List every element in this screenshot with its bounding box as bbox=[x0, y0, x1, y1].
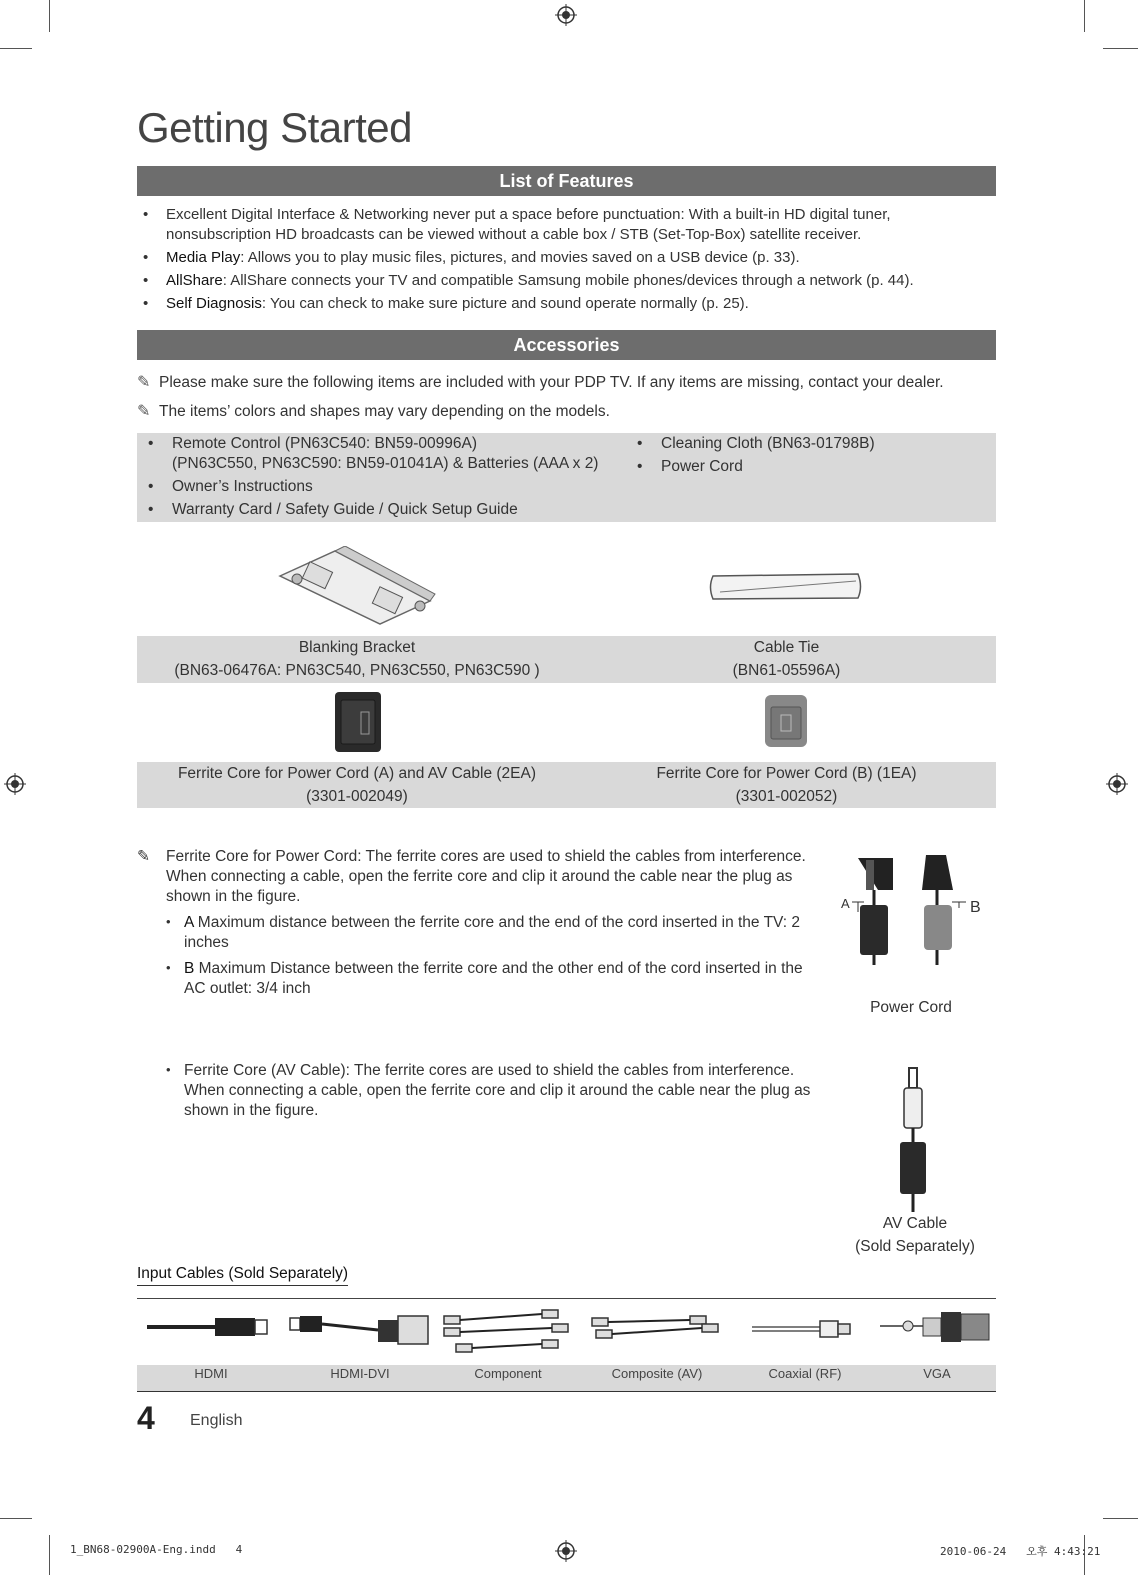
label-b: B bbox=[970, 899, 981, 916]
cable-tie-caption: Cable Tie (BN61-05596A) bbox=[732, 639, 841, 679]
page-number: 4 bbox=[137, 1400, 155, 1436]
cable-label-coaxial: Coaxial (RF) bbox=[768, 1366, 842, 1381]
crop-mark bbox=[0, 48, 32, 49]
list-item: • Warranty Card / Safety Guide / Quick Setup Guide bbox=[137, 500, 617, 520]
cable-label-vga: VGA bbox=[923, 1366, 951, 1381]
list-item: • Remote Control (PN63C540: BN59-00996A) (PN63C550, PN63C590: BN59-01041A) & Batteries (AAA x 2) bbox=[137, 434, 617, 474]
av-cable-caption: AV Cable (Sold Separately) bbox=[855, 1215, 975, 1255]
crop-mark bbox=[1103, 1518, 1138, 1519]
divider bbox=[137, 1298, 996, 1299]
ferrite-core-b-image bbox=[763, 693, 809, 749]
power-cord-caption: Power Cord bbox=[870, 999, 952, 1016]
accessories-right-list bbox=[626, 434, 986, 480]
list-item: • B Maximum Distance between the ferrite core and the other end of the cord inserted in the AC outlet: 3/4 inch bbox=[166, 959, 817, 999]
crop-mark bbox=[1084, 0, 1085, 32]
note: ✎ The items’ colors and shapes may vary depending on the models. bbox=[137, 403, 610, 420]
print-slug-file: 1_BN68-02900A-Eng.indd 4 bbox=[70, 1543, 243, 1556]
crop-mark bbox=[0, 1518, 32, 1519]
list-item: • Ferrite Core (AV Cable): The ferrite cores are used to shield the cables from interference. When connecting a cable, open the ferrite core and clip it around the cable near the plug as shown in the figure. bbox=[166, 1061, 818, 1121]
component-cable-image bbox=[442, 1306, 577, 1361]
power-cord-image bbox=[838, 850, 988, 970]
registration-mark-icon bbox=[555, 4, 577, 26]
ferrite-note: ✎ Ferrite Core for Power Cord: The ferrite cores are used to shield the cables from interference. When connecting a cable, open the ferrite core and clip it around the cable near the plug as shown in the figure. • A Maximum distance between the ferrite core and the end of the cord inserted in the TV: 2 inches • B Maximum Distance between the ferrite core and the other end of the cord inserted in the AC outlet: 3/4 inch bbox=[137, 847, 817, 999]
hdmi-dvi-cable-image bbox=[288, 1310, 433, 1346]
cable-label-composite: Composite (AV) bbox=[611, 1366, 703, 1381]
accessories-left-list bbox=[137, 434, 617, 523]
ferrite-core-a-caption: Ferrite Core for Power Cord (A) and AV Cable (2EA) (3301-002049) bbox=[177, 765, 537, 805]
vga-cable-image bbox=[878, 1308, 993, 1348]
list-item: • Owner’s Instructions bbox=[137, 477, 617, 497]
registration-mark-icon bbox=[555, 1540, 577, 1562]
list-item: • A Maximum distance between the ferrite core and the end of the cord inserted in the TV: 2 inches bbox=[166, 913, 817, 953]
features-header: List of Features bbox=[137, 166, 996, 196]
pencil-note-icon: ✎ bbox=[137, 848, 150, 865]
features-list bbox=[137, 205, 957, 317]
page-language: English bbox=[190, 1412, 243, 1429]
print-slug-date: 2010-06-24 오후 4:43:21 bbox=[940, 1545, 1101, 1558]
list-item: • Cleaning Cloth (BN63-01798B) bbox=[626, 434, 986, 454]
blanking-bracket-caption: Blanking Bracket (BN63-06476A: PN63C540, PN63C550, PN63C590 ) bbox=[174, 639, 540, 679]
hdmi-cable-image bbox=[145, 1312, 270, 1342]
registration-mark-icon bbox=[4, 773, 26, 795]
cable-label-component: Component bbox=[474, 1366, 542, 1381]
list-item: • AllShare: AllShare connects your TV and compatible Samsung mobile phones/devices through a network (p. 44). bbox=[137, 271, 957, 291]
crop-mark bbox=[49, 0, 50, 32]
crop-mark bbox=[49, 1535, 50, 1575]
av-cable-image bbox=[890, 1064, 940, 1214]
blanking-bracket-image bbox=[275, 546, 440, 626]
page-title: Getting Started bbox=[137, 104, 412, 151]
ferrite-core-b-caption: Ferrite Core for Power Cord (B) (1EA) (3301-002052) bbox=[656, 765, 917, 805]
accessories-header: Accessories bbox=[137, 330, 996, 360]
list-item: • Media Play: Allows you to play music files, pictures, and movies saved on a USB device (p. 33). bbox=[137, 248, 957, 268]
cable-tie-image bbox=[708, 572, 864, 602]
ferrite-core-a-image bbox=[333, 690, 383, 754]
registration-mark-icon bbox=[1106, 773, 1128, 795]
input-cables-heading: Input Cables (Sold Separately) bbox=[137, 1265, 348, 1286]
composite-cable-image bbox=[590, 1310, 725, 1350]
coaxial-cable-image bbox=[750, 1315, 855, 1343]
list-item: • Excellent Digital Interface & Networking never put a space before punctuation: With a built-in HD digital tuner, nonsubscription HD broadcasts can be viewed without a cable box / STB (Set-Top-Box) satellite receiver. bbox=[137, 205, 957, 245]
pencil-note-icon: ✎ bbox=[137, 403, 151, 420]
label-a: A bbox=[841, 896, 850, 911]
cable-label-hdmi: HDMI bbox=[194, 1366, 228, 1381]
list-item: • Self Diagnosis: You can check to make sure picture and sound operate normally (p. 25). bbox=[137, 294, 957, 314]
av-cable-note bbox=[166, 1061, 818, 1121]
note: ✎ Please make sure the following items are included with your PDP TV. If any items are missing, contact your dealer. bbox=[137, 374, 944, 391]
list-item: • Power Cord bbox=[626, 457, 986, 477]
crop-mark bbox=[1103, 48, 1138, 49]
pencil-note-icon: ✎ bbox=[137, 374, 151, 391]
cable-label-hdmi-dvi: HDMI-DVI bbox=[330, 1366, 390, 1381]
